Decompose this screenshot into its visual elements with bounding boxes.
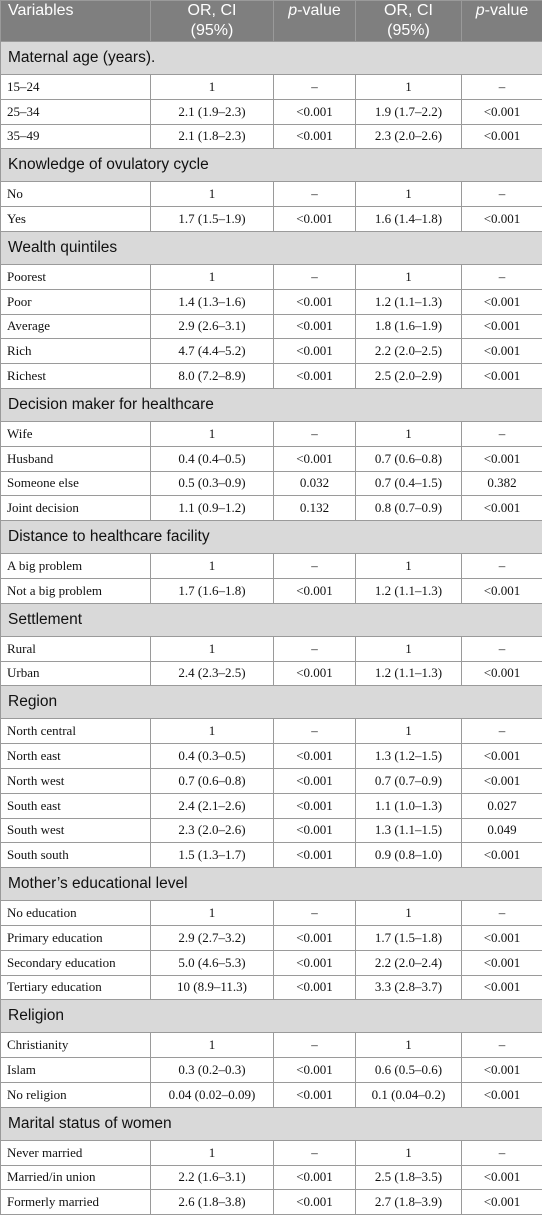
table-row — [1, 1140, 542, 1165]
row-label-cell: Poorest — [1, 264, 151, 289]
table-row — [1, 471, 542, 496]
table-row — [1, 950, 542, 975]
or-ci-1-cell: 1.4 (1.3–1.6) — [151, 289, 274, 314]
or-ci-1-cell: 0.3 (0.2–0.3) — [151, 1058, 274, 1083]
or-ci-2-cell: 0.1 (0.04–0.2) — [356, 1082, 462, 1107]
or-ci-2-cell: 1 — [356, 264, 462, 289]
p-value-2-cell: <0.001 — [462, 314, 542, 339]
or-ci-2-cell: 3.3 (2.8–3.7) — [356, 975, 462, 1000]
row-label-cell: Formerly married — [1, 1190, 151, 1215]
table-row — [1, 1058, 542, 1083]
or-ci-1-cell: 0.04 (0.02–0.09) — [151, 1082, 274, 1107]
p-value-1-cell: – — [274, 636, 356, 661]
or-ci-1-cell: 2.9 (2.7–3.2) — [151, 925, 274, 950]
table-row — [1, 364, 542, 389]
or-ci-2-cell: 1 — [356, 636, 462, 661]
p-value-1-cell: 0.132 — [274, 496, 356, 521]
table-row — [1, 843, 542, 868]
section-title: Knowledge of ovulatory cycle — [1, 149, 542, 182]
p-value-2-cell: <0.001 — [462, 99, 542, 124]
header-or-ci-2 — [356, 1, 462, 42]
or-ci-1-cell: 2.6 (1.8–3.8) — [151, 1190, 274, 1215]
table-row — [1, 1190, 542, 1215]
or-ci-2-cell: 2.2 (2.0–2.5) — [356, 339, 462, 364]
row-label-cell: North central — [1, 719, 151, 744]
or-ci-2-cell: 1 — [356, 1140, 462, 1165]
or-ci-1-cell: 10 (8.9–11.3) — [151, 975, 274, 1000]
row-label-cell: North east — [1, 744, 151, 769]
table-row — [1, 975, 542, 1000]
p-value-1-cell: <0.001 — [274, 768, 356, 793]
row-label-cell: Islam — [1, 1058, 151, 1083]
table-row — [1, 446, 542, 471]
p-value-2-cell: <0.001 — [462, 1165, 542, 1190]
table-row — [1, 75, 542, 100]
section-header-row — [1, 149, 542, 182]
section-header-row — [1, 1107, 542, 1140]
or-ci-2-cell: 0.8 (0.7–0.9) — [356, 496, 462, 521]
row-label-cell: 15–24 — [1, 75, 151, 100]
or-ci-2-cell: 2.3 (2.0–2.6) — [356, 124, 462, 149]
or-ci-2-cell: 2.5 (1.8–3.5) — [356, 1165, 462, 1190]
p-value-1-cell: <0.001 — [274, 314, 356, 339]
or-ci-2-cell: 1.6 (1.4–1.8) — [356, 207, 462, 232]
or-ci-2-cell: 1 — [356, 421, 462, 446]
p-value-2-cell: <0.001 — [462, 578, 542, 603]
row-label-cell: 35–49 — [1, 124, 151, 149]
section-title: Region — [1, 686, 542, 719]
section-title: Decision maker for healthcare — [1, 388, 542, 421]
table-row — [1, 1165, 542, 1190]
p-value-2-cell: <0.001 — [462, 1058, 542, 1083]
p-value-2-cell: – — [462, 182, 542, 207]
or-ci-2-cell: 1 — [356, 75, 462, 100]
or-ci-2-cell: 0.9 (0.8–1.0) — [356, 843, 462, 868]
table-row — [1, 124, 542, 149]
or-ci-1-cell: 5.0 (4.6–5.3) — [151, 950, 274, 975]
header-row — [1, 1, 542, 42]
table-row — [1, 99, 542, 124]
or-ci-1-cell: 1 — [151, 264, 274, 289]
section-header-row — [1, 42, 542, 75]
row-label-cell: Someone else — [1, 471, 151, 496]
or-ci-2-cell: 0.7 (0.6–0.8) — [356, 446, 462, 471]
p-value-2-cell: – — [462, 1033, 542, 1058]
p-value-2-cell: – — [462, 421, 542, 446]
header-or-ci-1-sub: (95%) — [190, 22, 234, 39]
table-row — [1, 744, 542, 769]
row-label-cell: Rural — [1, 636, 151, 661]
p-value-2-cell: <0.001 — [462, 768, 542, 793]
or-ci-2-cell: 1.1 (1.0–1.3) — [356, 793, 462, 818]
or-ci-2-cell: 1.7 (1.5–1.8) — [356, 925, 462, 950]
p-value-1-cell: – — [274, 264, 356, 289]
row-label-cell: A big problem — [1, 554, 151, 579]
p-value-1-cell: 0.032 — [274, 471, 356, 496]
or-ci-2-cell: 1.9 (1.7–2.2) — [356, 99, 462, 124]
p-value-2-cell: <0.001 — [462, 446, 542, 471]
or-ci-2-cell: 1 — [356, 719, 462, 744]
table-header — [1, 1, 542, 42]
table-row — [1, 264, 542, 289]
table-row — [1, 1082, 542, 1107]
row-label-cell: Poor — [1, 289, 151, 314]
or-ci-2-cell: 0.7 (0.7–0.9) — [356, 768, 462, 793]
or-ci-2-cell: 0.6 (0.5–0.6) — [356, 1058, 462, 1083]
row-label-cell: Tertiary education — [1, 975, 151, 1000]
p-value-1-cell: <0.001 — [274, 950, 356, 975]
p-value-1-cell: – — [274, 75, 356, 100]
row-label-cell: Wife — [1, 421, 151, 446]
row-label-cell: North west — [1, 768, 151, 793]
row-label-cell: South east — [1, 793, 151, 818]
header-or-ci-1 — [151, 1, 274, 42]
header-or-ci-1-label: OR, CI — [187, 2, 237, 19]
or-ci-1-cell: 0.5 (0.3–0.9) — [151, 471, 274, 496]
p-value-2-cell: 0.049 — [462, 818, 542, 843]
or-ci-1-cell: 1.7 (1.6–1.8) — [151, 578, 274, 603]
table-row — [1, 901, 542, 926]
table-row — [1, 818, 542, 843]
row-label-cell: Married/in union — [1, 1165, 151, 1190]
or-ci-1-cell: 2.1 (1.9–2.3) — [151, 99, 274, 124]
or-ci-1-cell: 2.4 (2.1–2.6) — [151, 793, 274, 818]
or-ci-2-cell: 1.2 (1.1–1.3) — [356, 578, 462, 603]
p-value-1-cell: <0.001 — [274, 1190, 356, 1215]
p-value-2-cell: – — [462, 75, 542, 100]
table-row — [1, 207, 542, 232]
section-title: Religion — [1, 1000, 542, 1033]
row-label-cell: Urban — [1, 661, 151, 686]
p-value-1-cell: <0.001 — [274, 661, 356, 686]
p-value-1-cell: – — [274, 719, 356, 744]
table-body — [1, 42, 542, 1215]
p-value-2-cell: – — [462, 264, 542, 289]
p-value-1-cell: – — [274, 554, 356, 579]
header-p-value-1-rest: -value — [297, 2, 341, 19]
table-row — [1, 719, 542, 744]
section-title: Maternal age (years). — [1, 42, 542, 75]
p-value-1-cell: <0.001 — [274, 339, 356, 364]
p-value-2-cell: <0.001 — [462, 1190, 542, 1215]
p-value-1-cell: <0.001 — [274, 99, 356, 124]
table-row — [1, 182, 542, 207]
p-value-2-cell: – — [462, 901, 542, 926]
row-label-cell: South south — [1, 843, 151, 868]
p-value-1-cell: <0.001 — [274, 1058, 356, 1083]
table-row — [1, 925, 542, 950]
p-value-2-cell: <0.001 — [462, 496, 542, 521]
p-value-1-cell: <0.001 — [274, 975, 356, 1000]
or-ci-1-cell: 2.3 (2.0–2.6) — [151, 818, 274, 843]
or-ci-2-cell: 1.2 (1.1–1.3) — [356, 289, 462, 314]
p-value-2-cell: 0.382 — [462, 471, 542, 496]
or-ci-1-cell: 1 — [151, 75, 274, 100]
or-ci-1-cell: 1 — [151, 1033, 274, 1058]
p-value-2-cell: – — [462, 636, 542, 661]
p-value-2-cell: <0.001 — [462, 975, 542, 1000]
table-row — [1, 339, 542, 364]
row-label-cell: Not a big problem — [1, 578, 151, 603]
p-value-1-cell: <0.001 — [274, 446, 356, 471]
or-ci-2-cell: 2.7 (1.8–3.9) — [356, 1190, 462, 1215]
header-p-value-2 — [462, 1, 542, 42]
or-ci-1-cell: 1 — [151, 636, 274, 661]
or-ci-1-cell: 1 — [151, 901, 274, 926]
section-header-row — [1, 521, 542, 554]
section-title: Mother’s educational level — [1, 868, 542, 901]
p-value-1-cell: <0.001 — [274, 289, 356, 314]
section-title: Distance to healthcare facility — [1, 521, 542, 554]
or-ci-2-cell: 1.3 (1.2–1.5) — [356, 744, 462, 769]
or-ci-1-cell: 1 — [151, 182, 274, 207]
row-label-cell: Rich — [1, 339, 151, 364]
section-header-row — [1, 231, 542, 264]
row-label-cell: Husband — [1, 446, 151, 471]
table-row — [1, 421, 542, 446]
p-value-1-cell: – — [274, 901, 356, 926]
or-ci-1-cell: 2.4 (2.3–2.5) — [151, 661, 274, 686]
row-label-cell: Richest — [1, 364, 151, 389]
or-ci-1-cell: 1.1 (0.9–1.2) — [151, 496, 274, 521]
or-ci-2-cell: 1.3 (1.1–1.5) — [356, 818, 462, 843]
row-label-cell: Secondary education — [1, 950, 151, 975]
header-or-ci-2-sub: (95%) — [387, 22, 430, 39]
section-title: Settlement — [1, 603, 542, 636]
p-value-1-cell: <0.001 — [274, 1082, 356, 1107]
header-variables-label: Variables — [8, 2, 74, 19]
p-value-2-cell: <0.001 — [462, 289, 542, 314]
or-ci-1-cell: 1 — [151, 719, 274, 744]
header-p-value-1-italic: p — [288, 2, 298, 19]
row-label-cell: No education — [1, 901, 151, 926]
row-label-cell: South west — [1, 818, 151, 843]
p-value-1-cell: <0.001 — [274, 744, 356, 769]
table-row — [1, 289, 542, 314]
row-label-cell: Yes — [1, 207, 151, 232]
row-label-cell: Joint decision — [1, 496, 151, 521]
table-row — [1, 1033, 542, 1058]
section-header-row — [1, 1000, 542, 1033]
table-row — [1, 793, 542, 818]
p-value-2-cell: <0.001 — [462, 207, 542, 232]
header-p-value-2-rest: -value — [484, 2, 529, 19]
or-ci-2-cell: 1 — [356, 1033, 462, 1058]
p-value-2-cell: <0.001 — [462, 1082, 542, 1107]
p-value-2-cell: – — [462, 554, 542, 579]
header-or-ci-2-label: OR, CI — [384, 2, 433, 19]
or-ci-1-cell: 2.1 (1.8–2.3) — [151, 124, 274, 149]
or-ci-1-cell: 1.7 (1.5–1.9) — [151, 207, 274, 232]
section-title: Marital status of women — [1, 1107, 542, 1140]
p-value-2-cell: <0.001 — [462, 843, 542, 868]
row-label-cell: Never married — [1, 1140, 151, 1165]
p-value-2-cell: <0.001 — [462, 339, 542, 364]
row-label-cell: No religion — [1, 1082, 151, 1107]
or-ci-1-cell: 0.4 (0.4–0.5) — [151, 446, 274, 471]
section-header-row — [1, 686, 542, 719]
row-label-cell: No — [1, 182, 151, 207]
p-value-1-cell: – — [274, 1033, 356, 1058]
p-value-1-cell: <0.001 — [274, 818, 356, 843]
or-ci-1-cell: 1 — [151, 1140, 274, 1165]
or-ci-1-cell: 4.7 (4.4–5.2) — [151, 339, 274, 364]
section-header-row — [1, 603, 542, 636]
or-ci-2-cell: 1 — [356, 554, 462, 579]
table-row — [1, 314, 542, 339]
or-ci-1-cell: 1.5 (1.3–1.7) — [151, 843, 274, 868]
p-value-1-cell: <0.001 — [274, 925, 356, 950]
or-ci-1-cell: 0.4 (0.3–0.5) — [151, 744, 274, 769]
section-header-row — [1, 868, 542, 901]
p-value-2-cell: <0.001 — [462, 124, 542, 149]
p-value-2-cell: <0.001 — [462, 364, 542, 389]
or-ci-2-cell: 1.2 (1.1–1.3) — [356, 661, 462, 686]
row-label-cell: Primary education — [1, 925, 151, 950]
header-p-value-1 — [274, 1, 356, 42]
p-value-1-cell: – — [274, 1140, 356, 1165]
table-row — [1, 661, 542, 686]
or-ci-1-cell: 2.9 (2.6–3.1) — [151, 314, 274, 339]
row-label-cell: Average — [1, 314, 151, 339]
or-ci-2-cell: 0.7 (0.4–1.5) — [356, 471, 462, 496]
or-ci-1-cell: 1 — [151, 554, 274, 579]
p-value-1-cell: <0.001 — [274, 793, 356, 818]
p-value-1-cell: <0.001 — [274, 1165, 356, 1190]
table-row — [1, 636, 542, 661]
table-row — [1, 496, 542, 521]
or-ci-2-cell: 2.2 (2.0–2.4) — [356, 950, 462, 975]
or-ci-1-cell: 0.7 (0.6–0.8) — [151, 768, 274, 793]
header-p-value-2-italic: p — [475, 2, 485, 19]
table-row — [1, 578, 542, 603]
section-title: Wealth quintiles — [1, 231, 542, 264]
or-ci-2-cell: 1 — [356, 901, 462, 926]
row-label-cell: Christianity — [1, 1033, 151, 1058]
p-value-1-cell: <0.001 — [274, 843, 356, 868]
or-ci-1-cell: 1 — [151, 421, 274, 446]
p-value-1-cell: <0.001 — [274, 207, 356, 232]
header-variables — [1, 1, 151, 42]
p-value-1-cell: – — [274, 182, 356, 207]
p-value-2-cell: – — [462, 1140, 542, 1165]
table-row — [1, 768, 542, 793]
p-value-1-cell: <0.001 — [274, 578, 356, 603]
p-value-2-cell: <0.001 — [462, 744, 542, 769]
p-value-2-cell: – — [462, 719, 542, 744]
p-value-1-cell: <0.001 — [274, 364, 356, 389]
p-value-1-cell: <0.001 — [274, 124, 356, 149]
p-value-2-cell: <0.001 — [462, 950, 542, 975]
or-ci-2-cell: 2.5 (2.0–2.9) — [356, 364, 462, 389]
or-ci-1-cell: 8.0 (7.2–8.9) — [151, 364, 274, 389]
section-header-row — [1, 388, 542, 421]
or-ci-2-cell: 1.8 (1.6–1.9) — [356, 314, 462, 339]
or-ci-2-cell: 1 — [356, 182, 462, 207]
p-value-1-cell: – — [274, 421, 356, 446]
p-value-2-cell: <0.001 — [462, 925, 542, 950]
or-ci-1-cell: 2.2 (1.6–3.1) — [151, 1165, 274, 1190]
table-row — [1, 554, 542, 579]
p-value-2-cell: <0.001 — [462, 661, 542, 686]
row-label-cell: 25–34 — [1, 99, 151, 124]
p-value-2-cell: 0.027 — [462, 793, 542, 818]
